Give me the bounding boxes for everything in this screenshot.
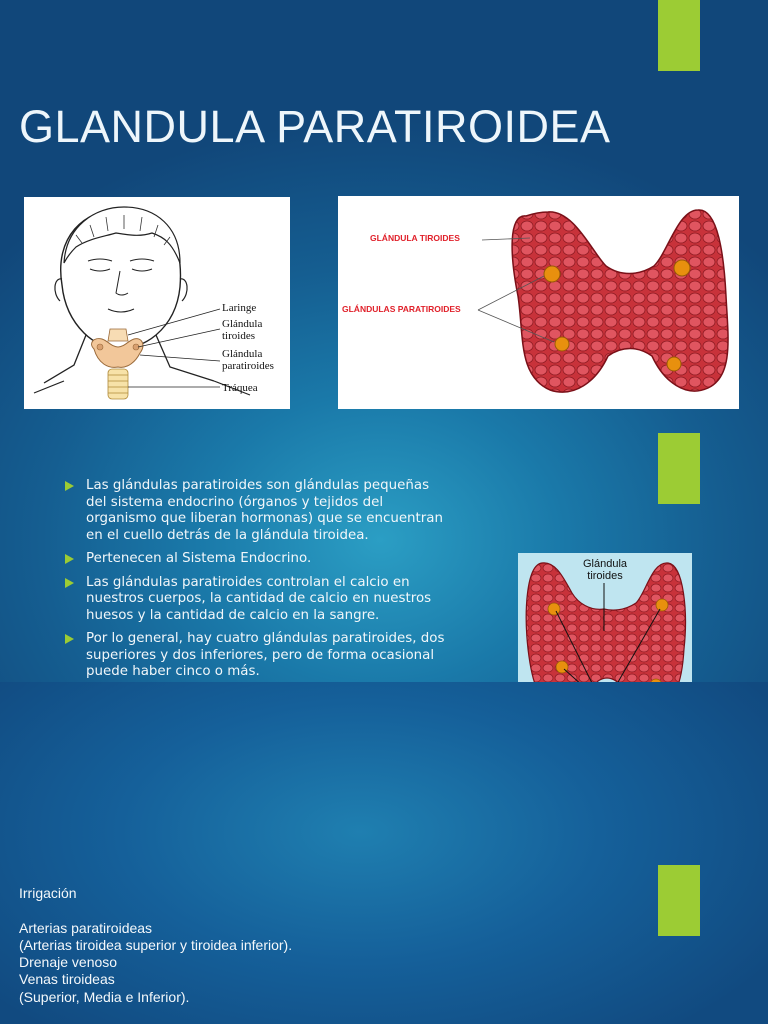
label-glandulas-paratiroides: GLÁNDULAS PARATIROIDES — [342, 304, 461, 314]
slide-3 — [0, 682, 768, 1024]
label-glandula-1: Glándula — [222, 318, 263, 330]
bullet-arrow-icon — [65, 554, 74, 564]
bullet-item: Las glándulas paratiroides controlan el calcio en nuestros cuerpos, la cantidad de calcio en nuestros huesos y la cantidad de calcio en la sangre. — [62, 575, 452, 625]
bullet-arrow-icon — [65, 578, 74, 588]
label-paratiroides: paratiroides — [222, 360, 274, 372]
label-glandula: Glándula — [582, 558, 628, 570]
accent-bar — [658, 433, 700, 504]
accent-bar — [658, 865, 700, 936]
label-glandula-2: Glándula — [222, 348, 263, 360]
bullet-arrow-icon — [65, 481, 74, 491]
label-tiroides: tiroides — [587, 570, 623, 582]
bullet-item: Las glándulas paratiroides son glándulas pequeñas del sistema endocrino (órganos y tejidos del organismo que liberan hormonas) que se encuentran en el cuello detrás de la glándula tiroidea. — [62, 478, 452, 544]
label-laringe: Laringe — [222, 302, 257, 314]
label-glandula-tiroides: GLÁNDULA TIROIDES — [370, 233, 460, 243]
slide-1 — [0, 0, 768, 394]
text-line: Arterias paratiroideas — [19, 919, 153, 936]
slide-2 — [0, 341, 768, 682]
irrigation-heading: Irrigación — [19, 885, 77, 901]
text-line: Venas tiroideas — [19, 971, 115, 988]
slide-title: GLANDULA PARATIROIDEA — [19, 101, 611, 152]
accent-bar — [658, 0, 700, 71]
text-line: (Superior, Media e Inferior). — [19, 988, 190, 1005]
bullet-item: Pertenecen al Sistema Endocrino. — [62, 551, 452, 568]
irrigation-text — [19, 885, 292, 1006]
label-traquea: Tráquea — [222, 382, 258, 394]
label-tiroides: tiroides — [222, 330, 255, 342]
bullet-item: Por lo general, hay cuatro glándulas paratiroides, dos superiores y dos inferiores, pero de forma ocasional puede haber cinco o más. — [62, 631, 452, 681]
blank-line — [19, 902, 292, 919]
text-line: Drenaje venoso — [19, 954, 118, 971]
bullet-arrow-icon — [65, 634, 74, 644]
text-line: (Arterias tiroidea superior y tiroidea inferior). — [19, 936, 293, 953]
